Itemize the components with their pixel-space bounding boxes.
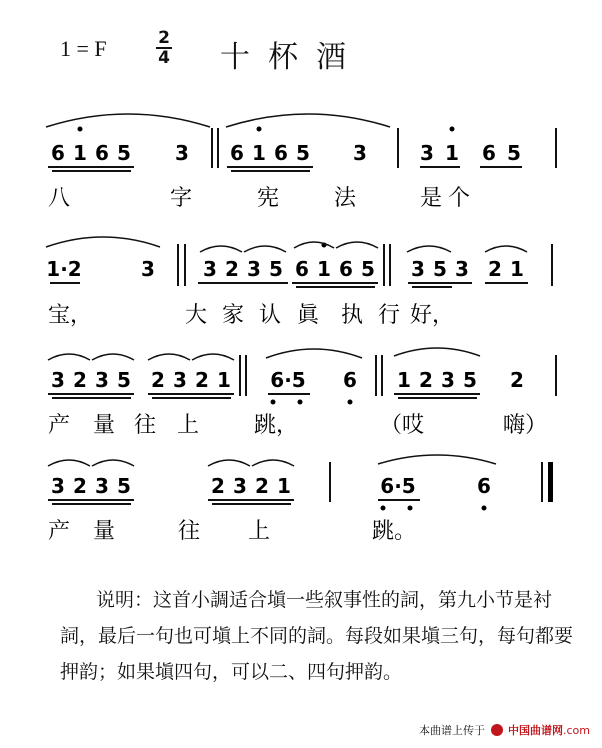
note-digit: 3 [233,474,247,498]
note-digit: 3 [455,257,469,281]
lyric-char: 嗨） [503,413,548,438]
octave-dot-below [482,506,487,511]
note-digit: 1·2 [46,257,82,281]
note-digit: 5 [117,368,131,392]
lyric-char: 产 [48,413,71,438]
note-digit: 3 [247,257,261,281]
note-digit: 3 [203,257,217,281]
note-digit: 3 [441,368,455,392]
slur-mark [244,246,286,252]
site-logo-icon [491,724,503,736]
lyric-char: 上 [248,519,271,544]
note-digit: 2 [73,474,87,498]
slur-mark [192,354,234,360]
note-digit: 3 [173,368,187,392]
note-digit: 1 [445,141,459,165]
slur-mark [48,460,90,466]
octave-dot-above [78,127,83,132]
note-digit: 2 [195,368,209,392]
octave-dot-below [271,400,276,405]
note-digit: 2 [73,368,87,392]
lyric-char: 家 [222,303,245,328]
note-digit: 1 [252,141,266,165]
note-digit: 1 [217,368,231,392]
lyric-char: 宪 [257,186,280,211]
slur-mark [92,354,134,360]
lyric-char: 行 [378,303,401,328]
lyric-char: 好， [410,303,455,328]
note-digit: 2 [510,368,524,392]
song-title: 十杯酒 [220,40,364,75]
lyric-char: 上 [177,413,200,438]
lyric-char: （哎 [380,413,425,438]
note-digit: 3 [95,474,109,498]
slur-mark [48,354,90,360]
lyric-char: 字 [170,186,193,211]
octave-dot-above [450,127,455,132]
lyric-char: 量 [93,519,116,544]
octave-dot-below [298,400,303,405]
note-digit: 3 [95,368,109,392]
slur-mark [200,246,242,252]
note-digit: 3 [353,141,367,165]
note-digit: 5 [296,141,310,165]
lyric-char: 法 [334,186,357,211]
slur-mark [485,246,527,252]
lyric-char: 大 [185,303,208,328]
slur-mark [252,460,294,466]
key-signature: 1 = F [60,36,107,61]
note-digit: 2 [255,474,269,498]
note-digit: 3 [175,141,189,165]
lyric-char: 八 [48,186,71,211]
slur-mark [226,114,390,127]
lyric-char: 往 [178,519,201,544]
note-digit: 5 [117,141,131,165]
slur-mark [46,114,210,127]
note-digit: 6 [482,141,496,165]
lyric-char: 执 [341,303,364,328]
note-digit: 3 [141,257,155,281]
explanation-text: 说明：这首小調适合塡一些叙事性的詞，第九小节是衬詞，最后一句也可塡上不同的詞。每段如果塡三句，每句都要押韵；如果塡四句，可以二、四句押韵。 [60,589,574,683]
note-digit: 5 [433,257,447,281]
slur-mark [46,237,160,247]
note-digit: 1 [317,257,331,281]
note-digit: 1 [510,257,524,281]
slur-mark [394,348,480,356]
note-digit: 5 [361,257,375,281]
note-digit: 1 [277,474,291,498]
final-bar-line [548,462,553,502]
note-digit: 5 [463,368,477,392]
note-digit: 3 [51,368,65,392]
slur-mark [266,349,362,358]
note-digit: 1 [397,368,411,392]
slur-mark [407,246,451,252]
lyric-char: 是 [420,186,443,211]
note-digit: 6 [230,141,244,165]
slur-mark [336,242,378,248]
lyric-char: 眞 [297,303,320,328]
footer-brand: 中国曲谱网 [508,724,563,737]
note-digit: 1 [73,141,87,165]
note-digit: 3 [411,257,425,281]
octave-dot-below [348,400,353,405]
slur-mark [208,460,250,466]
note-digit: 6 [477,474,491,498]
slur-mark [92,460,134,466]
note-digit: 2 [419,368,433,392]
lyric-char: 往 [134,413,157,438]
octave-dot-below [381,506,386,511]
note-digit: 6 [95,141,109,165]
lyric-char: 个 [448,186,471,211]
explanation-note [60,582,582,690]
note-digit: 6 [51,141,65,165]
slur-mark [148,354,190,360]
note-digit: 2 [151,368,165,392]
lyric-char: 跳。 [372,519,417,544]
lyric-char: 量 [93,413,116,438]
slur-mark [378,455,496,464]
note-digit: 2 [225,257,239,281]
lyric-char: 产 [48,519,71,544]
octave-dot-below [408,506,413,511]
note-digit: 2 [211,474,225,498]
note-digit: 2 [488,257,502,281]
time-signature-top: 2 [158,28,170,48]
lyric-char: 跳， [254,413,299,438]
note-digit: 3 [420,141,434,165]
time-signature-bottom: 4 [158,48,170,68]
note-digit: 6·5 [270,368,306,392]
note-digit: 6 [343,368,357,392]
note-digit: 6·5 [380,474,416,498]
lyric-char: 宝， [48,303,93,328]
note-digit: 6 [295,257,309,281]
note-digit: 6 [274,141,288,165]
lyric-char: 认 [259,303,282,328]
note-digit: 6 [339,257,353,281]
note-digit: 5 [117,474,131,498]
note-digit: 5 [507,141,521,165]
note-digit: 5 [269,257,283,281]
octave-dot-above [257,127,262,132]
footer-prefix: 本曲谱上传于 [419,724,485,737]
footer-credit [419,722,590,738]
footer-suffix: .com [563,724,590,737]
slur-mark [294,242,334,248]
note-digit: 3 [51,474,65,498]
